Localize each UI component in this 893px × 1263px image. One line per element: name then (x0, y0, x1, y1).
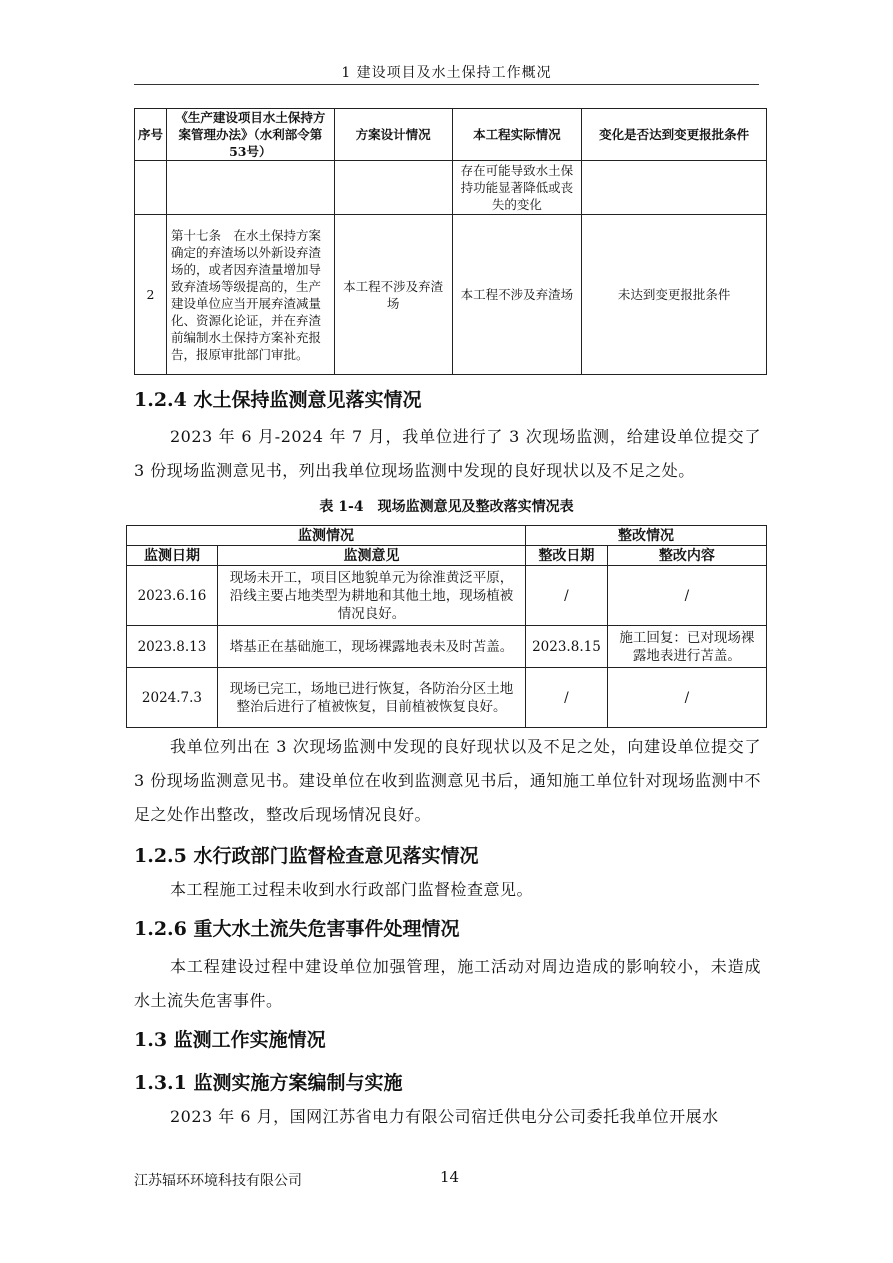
table-header-row (135, 109, 767, 161)
table-group-header-row (127, 526, 767, 546)
section-heading-1-3: 1.3 监测工作实施情况 (134, 1029, 326, 1051)
section-heading-1-2-4: 1.2.4 水土保持监测意见落实情况 (134, 389, 422, 411)
row-opinion: 现场未开工，项目区地貌单元为徐淮黄泛平原，沿线主要占地类型为耕地和其他土地，现场植被情况良好。 (217, 566, 525, 626)
row-fix: 施工回复：已对现场裸露地表进行苫盖。 (607, 626, 766, 668)
paragraph: 2023 年 6 月-2024 年 7 月，我单位进行了 3 次现场监测，给建设单位提交了 3 份现场监测意见书，列出我单位现场监测中发现的良好现状以及不足之处。 (134, 427, 761, 480)
table-row (127, 668, 767, 728)
paragraph: 本工程施工过程未收到水行政部门监督检查意见。 (170, 880, 534, 899)
monitoring-opinions-table (126, 525, 767, 728)
col-header-fix-date: 整改日期 (526, 546, 608, 566)
section-heading-1-3-1: 1.3.1 监测实施方案编制与实施 (134, 1072, 403, 1094)
row-opinion: 塔基正在基础施工，现场裸露地表未及时苫盖。 (217, 626, 525, 668)
table-row (135, 161, 767, 215)
row-fix-date: / (526, 566, 608, 626)
table-row (135, 215, 767, 375)
row-design: 本工程不涉及弃渣场 (334, 215, 452, 375)
change-conditions-table (134, 108, 767, 375)
col-header-no: 序号 (135, 109, 167, 161)
row-change: 未达到变更报批条件 (582, 215, 767, 375)
footer-company: 江苏辐环环境科技有限公司 (134, 1173, 302, 1189)
row-no: 2 (135, 215, 167, 375)
row-no (135, 161, 167, 215)
col-header-fix: 整改内容 (607, 546, 766, 566)
header-rule (134, 84, 759, 85)
row-date: 2023.6.16 (127, 566, 218, 626)
paragraph: 2023 年 6 月，国网江苏省电力有限公司宿迁供电分公司委托我单位开展水 (170, 1107, 719, 1126)
col-header-actual: 本工程实际情况 (452, 109, 582, 161)
section-heading-1-2-6: 1.2.6 重大水土流失危害事件处理情况 (134, 918, 460, 940)
row-opinion: 现场已完工，场地已进行恢复，各防治分区土地整治后进行了植被恢复，目前植被恢复良好。 (217, 668, 525, 728)
row-date: 2023.8.13 (127, 626, 218, 668)
row-fix-date: / (526, 668, 608, 728)
table-row (127, 566, 767, 626)
paragraph: 本工程建设过程中建设单位加强管理，施工活动对周边造成的影响较小，未造成水土流失危害事件。 (134, 957, 761, 1010)
row-fix: / (607, 566, 766, 626)
row-fix-date: 2023.8.15 (526, 626, 608, 668)
row-actual: 本工程不涉及弃渣场 (452, 215, 582, 375)
row-clause: 第十七条 在水土保持方案确定的弃渣场以外新设弃渣场的，或者因弃渣量增加导致弃渣场等级提高的，生产建设单位应当开展弃渣减量化、资源化论证，并在弃渣前编制水土保持方案补充报告，报原审批部门审批。 (166, 215, 334, 375)
row-actual: 存在可能导致水土保持功能显著降低或丧失的变化 (452, 161, 582, 215)
col-header-change: 变化是否达到变更报批条件 (582, 109, 767, 161)
row-fix: / (607, 668, 766, 728)
col-header-opinion: 监测意见 (217, 546, 525, 566)
group-header-monitoring: 监测情况 (127, 526, 526, 546)
group-header-rectification: 整改情况 (526, 526, 767, 546)
table-row (127, 626, 767, 668)
page-number: 14 (440, 1168, 460, 1186)
section-heading-1-2-5: 1.2.5 水行政部门监督检查意见落实情况 (134, 845, 479, 867)
col-header-clause: 《生产建设项目水土保持方案管理办法》（水利部令第53号） (166, 109, 334, 161)
col-header-date: 监测日期 (127, 546, 218, 566)
row-clause (166, 161, 334, 215)
row-date: 2024.7.3 (127, 668, 218, 728)
table-caption: 表 1-4 现场监测意见及整改落实情况表 (319, 499, 574, 515)
paragraph: 我单位列出在 3 次现场监测中发现的良好现状以及不足之处，向建设单位提交了 3 份现场监测意见书。建设单位在收到监测意见书后，通知施工单位针对现场监测中不足之处作出整改，整改后现场情况良好。 (134, 737, 761, 824)
col-header-design: 方案设计情况 (334, 109, 452, 161)
table-header-row (127, 546, 767, 566)
running-header: 1 建设项目及水土保持工作概况 (341, 65, 552, 81)
row-change (582, 161, 767, 215)
row-design (334, 161, 452, 215)
